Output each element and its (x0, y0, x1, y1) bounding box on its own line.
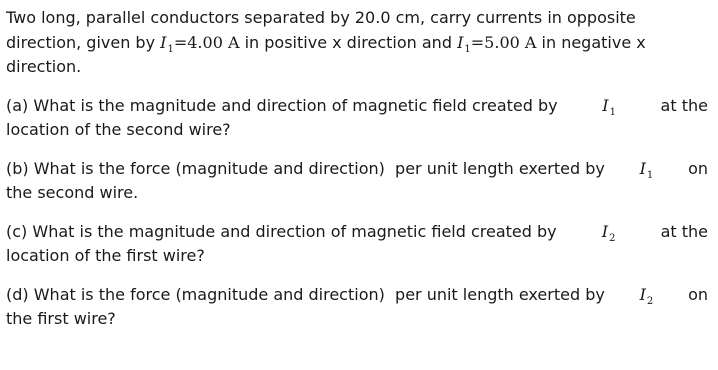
part-d-current-subscript: 2 (646, 295, 654, 307)
part-b-current-symbol: I (639, 158, 646, 178)
part-d-text: (d) What is the force (magnitude and direction) per unit length exerted by (6, 284, 610, 304)
problem-text (6, 6, 708, 332)
part-d-line-1 (6, 283, 708, 308)
question-part-c (6, 220, 708, 269)
part-c-line-2-text: location of the first wire? (6, 246, 205, 265)
current-symbol-i1: I (160, 32, 167, 52)
part-a-line-2-text: location of the second wire? (6, 120, 231, 139)
part-a-symbol-group (602, 94, 616, 122)
part-c-line-1 (6, 220, 708, 245)
intro-line-3 (6, 55, 708, 80)
intro-line-2-c: in positive x direction and (239, 32, 458, 52)
current-symbol-i1-second: I (457, 32, 464, 52)
part-d-text-end: on (682, 284, 708, 304)
part-c-text: (c) What is the magnitude and direction of magnetic field created by (6, 221, 562, 241)
current-subscript-1-second: 1 (464, 43, 471, 55)
part-b-text-end: on (682, 158, 708, 178)
question-part-d (6, 283, 708, 332)
intro-line-3-text: direction. (6, 57, 82, 76)
part-b-symbol-group (640, 157, 654, 185)
part-d-current-symbol: I (639, 284, 646, 304)
question-part-a (6, 94, 708, 143)
current-value-1: =4.00 A (173, 32, 240, 52)
part-a-line-1 (6, 94, 708, 119)
part-c-current-subscript: 2 (609, 232, 616, 244)
part-b-text: (b) What is the force (magnitude and direction) per unit length exerted by (6, 158, 610, 178)
part-b-current-subscript: 1 (646, 169, 654, 181)
intro-paragraph (6, 6, 708, 80)
part-b-line-2-text: the second wire. (6, 183, 139, 202)
intro-line-2 (6, 31, 708, 56)
part-a-current-subscript: 1 (609, 106, 616, 118)
part-a-line-2 (6, 118, 708, 143)
part-a-text-end: at the (655, 95, 708, 115)
part-d-symbol-group (640, 283, 654, 311)
current-subscript-1: 1 (167, 43, 174, 55)
part-c-text-end: at the (655, 221, 708, 241)
intro-line-2-a: direction, given by (6, 32, 161, 52)
question-part-b (6, 157, 708, 206)
part-a-current-symbol: I (602, 95, 609, 115)
part-b-line-2 (6, 181, 708, 206)
part-c-symbol-group (602, 220, 616, 248)
intro-line-2-e: in negative x (536, 32, 646, 52)
part-c-current-symbol: I (601, 221, 609, 241)
part-a-text: (a) What is the magnitude and direction of magnetic field created by (6, 95, 563, 115)
part-b-line-1 (6, 157, 708, 182)
intro-line-1 (6, 6, 708, 31)
part-d-line-2 (6, 307, 708, 332)
current-value-2: =5.00 A (470, 32, 537, 52)
intro-line-1-text: Two long, parallel conductors separated by 20.0 cm, carry currents in opposite (6, 8, 636, 27)
part-c-line-2 (6, 244, 708, 269)
part-d-line-2-text: the first wire? (6, 309, 116, 328)
